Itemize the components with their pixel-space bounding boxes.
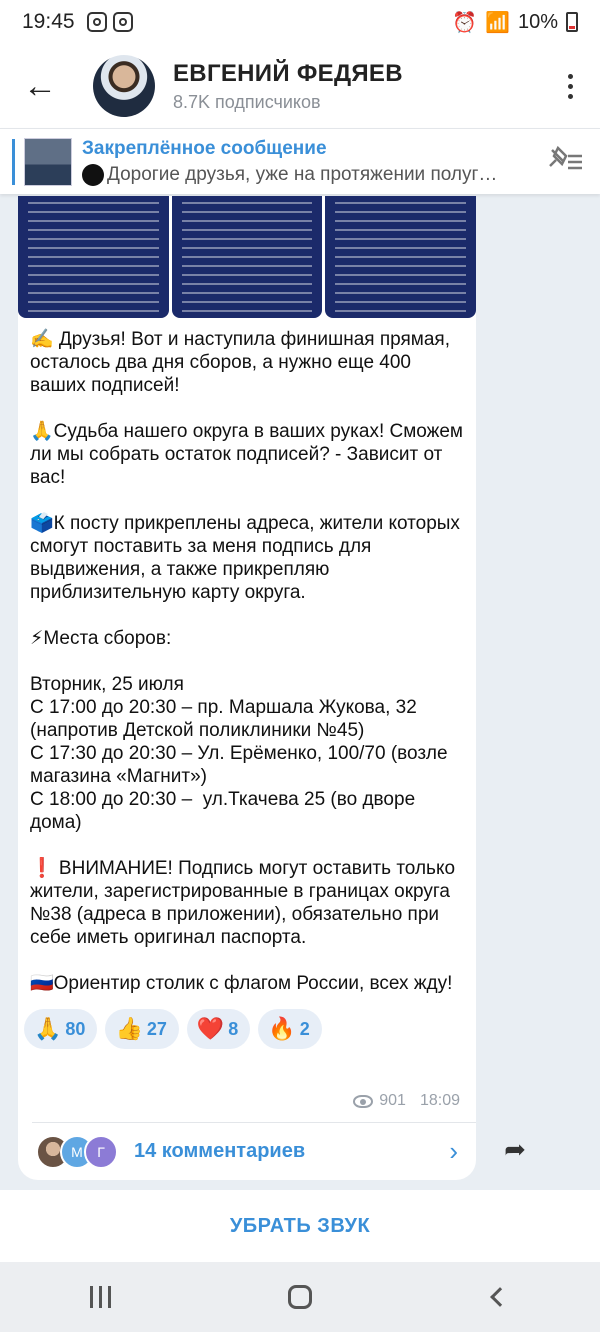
wifi-icon: 📶: [485, 11, 510, 34]
fire-icon: 🔥: [268, 1016, 296, 1041]
thumbs-up-icon: 👍: [115, 1016, 143, 1041]
subscriber-count: 8.7K подписчиков: [173, 91, 321, 112]
comments-label: 14 комментариев: [134, 1140, 306, 1162]
avatar: М: [60, 1135, 94, 1169]
reaction-count: 80: [65, 1018, 86, 1039]
chevron-right-icon: ›: [449, 1136, 458, 1166]
share-icon[interactable]: ➦: [504, 1133, 526, 1164]
instagram-icon: [113, 12, 133, 32]
pinned-title: Закреплённое сообщение: [82, 137, 327, 159]
comments-button[interactable]: [18, 1123, 476, 1180]
channel-avatar[interactable]: [93, 55, 155, 117]
reaction-thumbs-up[interactable]: [105, 1009, 178, 1049]
battery-icon: [566, 12, 578, 32]
system-nav-bar: [0, 1262, 600, 1332]
recents-icon: [90, 1286, 111, 1308]
mute-label: УБРАТЬ ЗВУК: [229, 1214, 371, 1237]
commenter-avatars: [36, 1135, 108, 1169]
pinned-list-icon[interactable]: [546, 142, 586, 182]
avatar: Г: [84, 1135, 118, 1169]
reactions-row: [18, 1009, 476, 1049]
message-meta: [353, 1092, 460, 1110]
home-button[interactable]: [270, 1272, 330, 1322]
message-bubble[interactable]: [18, 196, 476, 1180]
pinned-preview: [82, 164, 542, 186]
address-list-image[interactable]: [18, 196, 169, 318]
chevron-left-icon: [490, 1287, 510, 1307]
reaction-heart[interactable]: [187, 1009, 250, 1049]
arrow-left-icon: ←: [23, 66, 57, 105]
reaction-count: 2: [299, 1018, 310, 1039]
message-time: 18:09: [419, 1092, 460, 1109]
attached-images[interactable]: [18, 196, 476, 318]
reaction-count: 27: [146, 1018, 167, 1039]
mute-button[interactable]: [0, 1190, 600, 1262]
back-button[interactable]: [0, 44, 80, 128]
eye-icon: [353, 1095, 373, 1108]
recents-button[interactable]: [70, 1272, 130, 1322]
more-options-button[interactable]: [540, 44, 600, 128]
status-time: 19:45: [22, 10, 75, 33]
channel-name: ЕВГЕНИЙ ФЕДЯЕВ: [173, 59, 403, 87]
channel-info[interactable]: [173, 60, 403, 113]
alarm-icon: ⏰: [452, 11, 478, 34]
reaction-pray[interactable]: [24, 1009, 97, 1049]
message-text: ✍️ Друзья! Вот и наступила финишная прямая, осталось два дня сборов, а нужно еще 400 ваших подписей! 🙏Судьба нашего округа в ваших руках! Сможем ли мы собрать остаток подписей? - Зависит от вас! 🗳️К посту прикреплены адреса, жители которых смогут поставить за меня подпись для выдвижения, а также прикрепляю приблизительную карту округа. ⚡Места сборов: Вторник, 25 июля С 17:00 до 20:30 – пр. Маршала Жукова, 32 (напротив Детской поликлиники №45) С 17:30 до 20:30 – Ул. Ерёменко, 100/70 (возле магазина «Магнит») С 18:00 до 20:30 – ул.Ткачева 25 (во дворе дома) ❗ ВНИМАНИЕ! Подпись могут оставить только жители, зарегистрированные в границах округа №38 (адреса в приложении), обязательно при себе иметь оригинал паспорта. 🇷🇺Ориентир столик с флагом России, всех жду!: [30, 329, 463, 994]
instagram-icon: [87, 12, 107, 32]
pinned-preview-text: Дорогие друзья, уже на протяжении полуг…: [107, 163, 498, 185]
chat-header: [0, 44, 600, 128]
address-list-image[interactable]: [172, 196, 323, 318]
system-back-button[interactable]: [470, 1272, 530, 1322]
reaction-count: 8: [228, 1018, 239, 1039]
pinned-thumbnail: [24, 138, 72, 186]
heart-icon: ❤️: [196, 1016, 225, 1041]
view-count: 901: [379, 1092, 406, 1109]
black-circle-icon: [82, 164, 104, 186]
home-icon: [288, 1285, 312, 1309]
address-list-image[interactable]: [325, 196, 476, 318]
battery-level: 10%: [517, 10, 558, 33]
pray-icon: 🙏: [34, 1016, 62, 1041]
reaction-fire[interactable]: [258, 1009, 321, 1049]
pinned-message-bar[interactable]: [0, 128, 600, 194]
pinned-indicator: [12, 139, 15, 185]
status-bar: [0, 0, 600, 44]
